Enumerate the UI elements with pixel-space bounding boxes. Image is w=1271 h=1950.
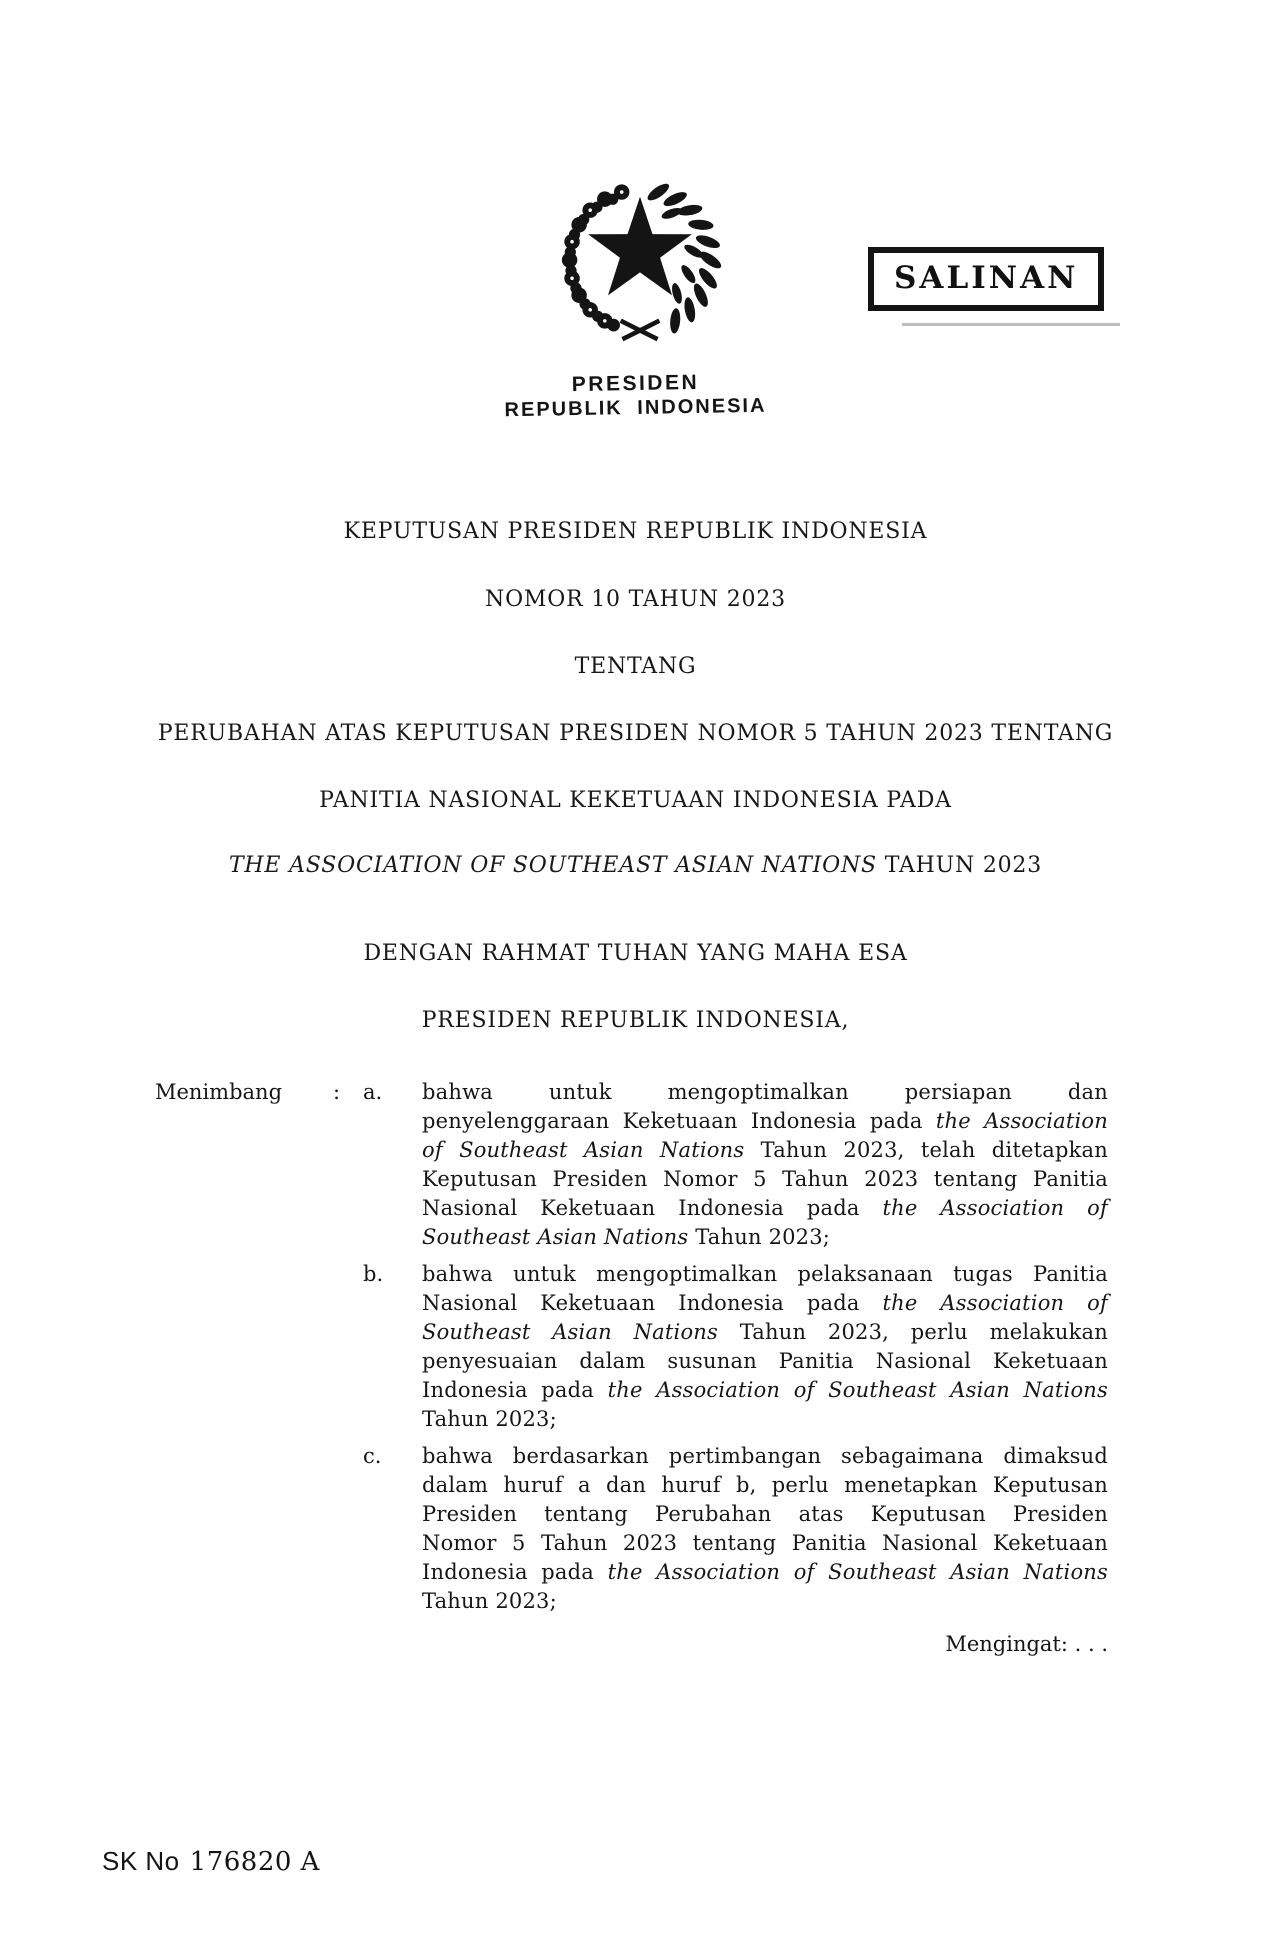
- menimbang-item: [363, 1260, 1108, 1434]
- regular-text: penyesuaian dalam susunan Panitia Nasional Keketuaan: [422, 1349, 1108, 1373]
- menimbang-section: [155, 1078, 1108, 1616]
- regular-text: Tahun 2023;: [422, 1589, 557, 1613]
- item-lines: [422, 1442, 1108, 1616]
- item-letter: c.: [363, 1444, 382, 1468]
- subject-line-1: PERUBAHAN ATAS KEPUTUSAN PRESIDEN NOMOR 5 TAHUN 2023 TENTANG: [157, 721, 1114, 746]
- regular-text: Presiden tentang Perubahan atas Keputusan Presiden: [422, 1502, 1108, 1526]
- subject-line-3: [0, 853, 1271, 878]
- catchword-mengingat: Mengingat: . . .: [945, 1632, 1108, 1656]
- sk-prefix: SK No: [102, 1846, 180, 1876]
- menimbang-colon: :: [333, 1080, 341, 1104]
- italic-text: the Association of: [882, 1291, 1108, 1315]
- item-line: [422, 1318, 1108, 1347]
- item-lines: [422, 1260, 1108, 1434]
- item-line: [422, 1405, 1108, 1434]
- item-line: [422, 1587, 1108, 1616]
- item-line: [422, 1442, 1108, 1471]
- regular-text: Indonesia pada: [422, 1560, 608, 1584]
- menimbang-item: [363, 1442, 1108, 1616]
- regular-text: Indonesia pada: [422, 1378, 608, 1402]
- menimbang-item: [363, 1078, 1108, 1252]
- item-letter: a.: [363, 1080, 383, 1104]
- item-line: [422, 1136, 1108, 1165]
- regular-text: bahwa berdasarkan pertimbangan sebagaimana dimaksud: [422, 1444, 1108, 1468]
- regular-text: penyelenggaraan Keketuaan Indonesia pada: [422, 1109, 936, 1133]
- subject-line-2: PANITIA NASIONAL KEKETUAAN INDONESIA PADA: [319, 788, 952, 813]
- decree-title: KEPUTUSAN PRESIDEN REPUBLIK INDONESIA: [343, 519, 928, 544]
- item-line: [422, 1194, 1108, 1223]
- sk-number: 176820 A: [189, 1847, 320, 1877]
- item-line: [422, 1223, 1108, 1252]
- menimbang-items: [363, 1078, 1108, 1616]
- regular-text: Tahun 2023;: [688, 1225, 831, 1249]
- invocation-line: DENGAN RAHMAT TUHAN YANG MAHA ESA: [363, 941, 908, 966]
- menimbang-label: Menimbang: [155, 1080, 283, 1104]
- subject-line-3-regular: TAHUN 2023: [876, 853, 1043, 878]
- item-letter: b.: [363, 1262, 384, 1286]
- item-line: [422, 1260, 1108, 1289]
- item-line: [422, 1376, 1108, 1405]
- sk-serial-number: [102, 1846, 320, 1877]
- regular-text: bahwa untuk mengoptimalkan persiapan dan: [422, 1080, 1108, 1104]
- item-line: [422, 1471, 1108, 1500]
- italic-text: the Association: [935, 1109, 1108, 1133]
- italic-text: the Association of: [882, 1196, 1108, 1220]
- tentang-label: TENTANG: [574, 654, 697, 679]
- regular-text: Keputusan Presiden Nomor 5 Tahun 2023 tentang Panitia: [422, 1167, 1108, 1191]
- italic-text: Southeast Asian Nations: [422, 1320, 719, 1344]
- regular-text: Tahun 2023, perlu melakukan: [718, 1320, 1108, 1344]
- regular-text: bahwa untuk mengoptimalkan pelaksanaan tugas Panitia: [422, 1262, 1108, 1286]
- stamp-scan-artifact-line: [902, 323, 1120, 326]
- decree-number: NOMOR 10 TAHUN 2023: [485, 587, 786, 612]
- regular-text: Nomor 5 Tahun 2023 tentang Panitia Nasional Keketuaan: [422, 1531, 1108, 1555]
- regular-text: Tahun 2023, telah ditetapkan: [744, 1138, 1108, 1162]
- subject-line-3-italic: THE ASSOCIATION OF SOUTHEAST ASIAN NATIONS: [228, 853, 877, 878]
- letterhead-presiden: PRESIDEN: [571, 370, 700, 397]
- regular-text: Nasional Keketuaan Indonesia pada: [422, 1196, 883, 1220]
- regular-text: dalam huruf a dan huruf b, perlu menetapkan Keputusan: [422, 1473, 1108, 1497]
- item-line: [422, 1347, 1108, 1376]
- item-line: [422, 1078, 1108, 1107]
- item-line: [422, 1289, 1108, 1318]
- regular-text: Nasional Keketuaan Indonesia pada: [422, 1291, 883, 1315]
- italic-text: the Association of Southeast Asian Nations: [607, 1378, 1108, 1402]
- item-line: [422, 1558, 1108, 1587]
- item-line: [422, 1500, 1108, 1529]
- item-lines: [422, 1078, 1108, 1252]
- authority-line: PRESIDEN REPUBLIK INDONESIA,: [421, 1008, 850, 1033]
- italic-text: of Southeast Asian Nations: [422, 1138, 745, 1162]
- letterhead-republik-indonesia: REPUBLIK INDONESIA: [504, 394, 767, 422]
- italic-text: the Association of Southeast Asian Nations: [607, 1560, 1108, 1584]
- item-line: [422, 1107, 1108, 1136]
- item-line: [422, 1529, 1108, 1558]
- italic-text: Southeast Asian Nations: [422, 1225, 689, 1249]
- item-line: [422, 1165, 1108, 1194]
- salinan-copy-stamp: SALINAN: [868, 247, 1104, 311]
- regular-text: Tahun 2023;: [422, 1407, 557, 1431]
- presidential-star-wreath-seal-icon: [552, 166, 728, 354]
